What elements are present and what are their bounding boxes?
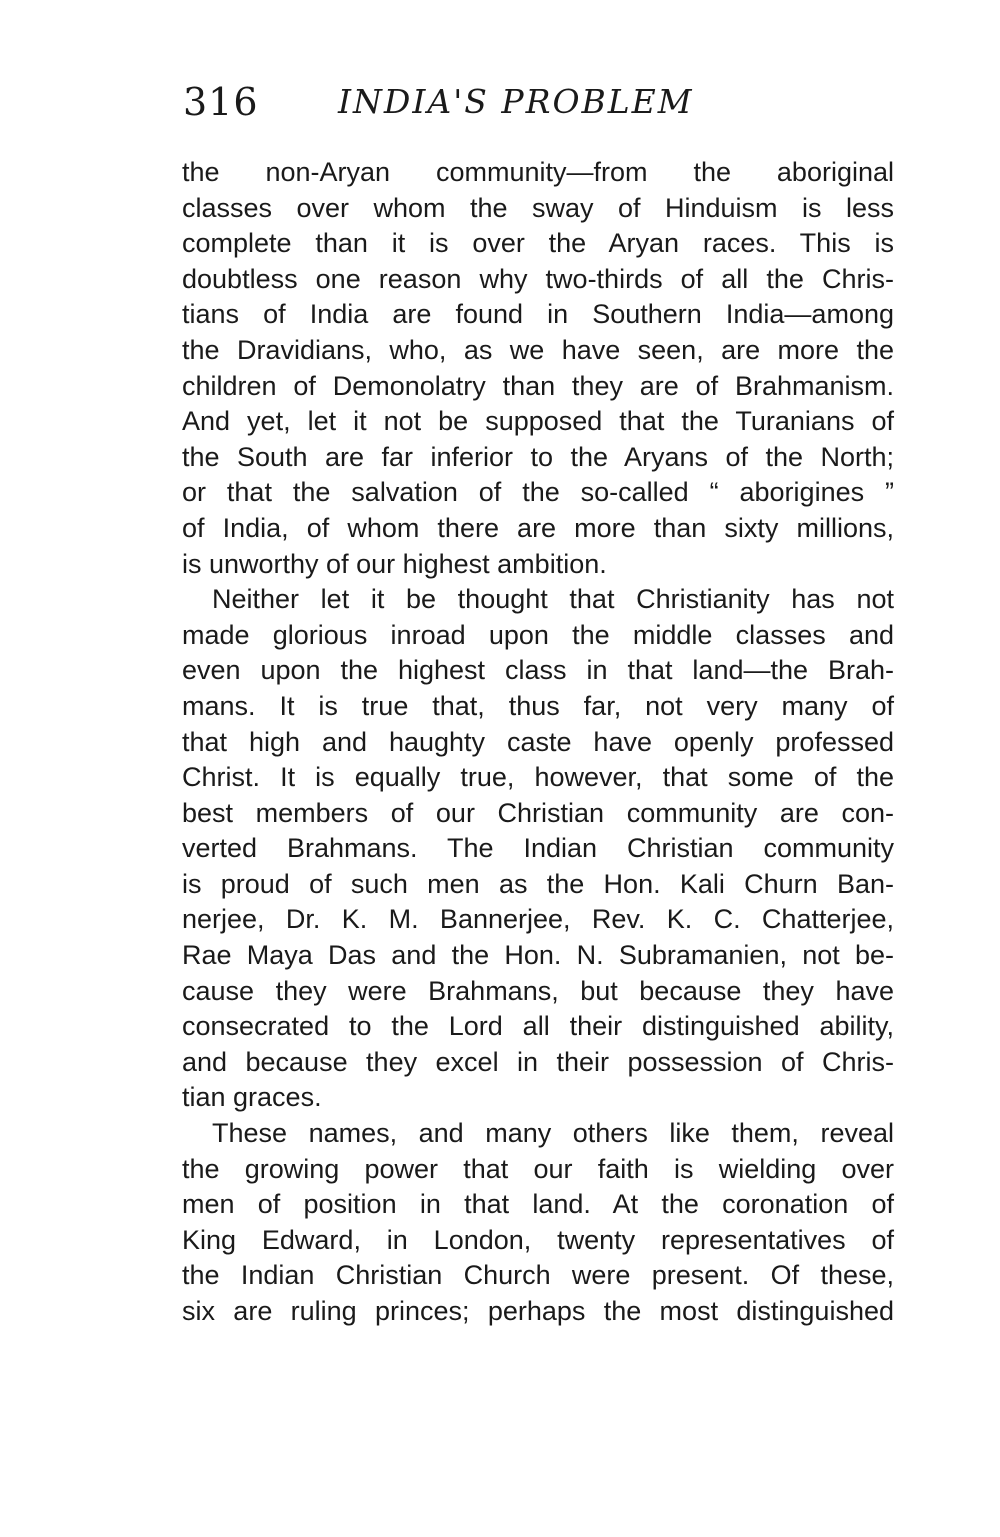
text-line: mans. It is true that, thus far, not very many of (182, 690, 894, 721)
text-line: children of Demonolatry than they are of Brahmanism. (182, 370, 894, 401)
body-text (182, 155, 894, 1330)
text-line: consecrated to the Lord all their distinguished ability, (182, 1011, 894, 1042)
text-line: And yet, let it not be supposed that the Turanians of (182, 406, 894, 437)
text-line: the South are far inferior to the Aryans of the North; (182, 441, 894, 472)
text-line: the Dravidians, who, as we have seen, are more the (182, 334, 894, 365)
text-line: classes over whom the sway of Hinduism is less (182, 192, 894, 223)
paragraph-start-line: Neither let it be thought that Christianity has not (212, 584, 894, 615)
text-line: six are ruling princes; perhaps the most distinguished (182, 1296, 894, 1326)
text-line: the growing power that our faith is wielding over (182, 1153, 894, 1184)
text-line: verted Brahmans. The Indian Christian community (182, 833, 894, 864)
paragraph-start-line: These names, and many others like them, reveal (212, 1118, 894, 1149)
text-line: doubtless one reason why two-thirds of all the Chris- (182, 263, 894, 294)
text-line: men of position in that land. At the coronation of (182, 1189, 894, 1220)
text-line: nerjee, Dr. K. M. Bannerjee, Rev. K. C. Chatterjee, (182, 904, 894, 935)
running-title: INDIA'S PROBLEM (338, 82, 694, 121)
text-line: of India, of whom there are more than sixty millions, (182, 512, 894, 543)
paragraph-end-line: is unworthy of our highest ambition. (182, 548, 607, 579)
text-line: complete than it is over the Aryan races. This is (182, 228, 894, 259)
text-line: tians of India are found in Southern India—among (182, 299, 894, 330)
text-line: the Indian Christian Church were present. Of these, (182, 1260, 894, 1291)
text-line: Rae Maya Das and the Hon. N. Subramanien, not be- (182, 940, 894, 971)
text-line: is proud of such men as the Hon. Kali Churn Ban- (182, 868, 894, 899)
text-line: best members of our Christian community are con- (182, 797, 894, 828)
text-line: cause they were Brahmans, but because they have (182, 975, 894, 1006)
text-line: or that the salvation of the so-called “ aborigines ” (182, 477, 894, 508)
text-line: made glorious inroad upon the middle classes and (182, 619, 894, 650)
text-line: and because they excel in their possession of Chris- (182, 1046, 894, 1077)
text-line: Christ. It is equally true, however, that some of the (182, 762, 894, 793)
page-number: 316 (183, 80, 259, 124)
text-line: even upon the highest class in that land—the Brah- (182, 655, 894, 686)
text-line: the non-Aryan community—from the aboriginal (182, 157, 894, 187)
paragraph-end-line: tian graces. (182, 1082, 322, 1113)
text-line: that high and haughty caste have openly professed (182, 726, 894, 757)
running-head (183, 72, 883, 132)
text-line: King Edward, in London, twenty representatives of (182, 1224, 894, 1255)
